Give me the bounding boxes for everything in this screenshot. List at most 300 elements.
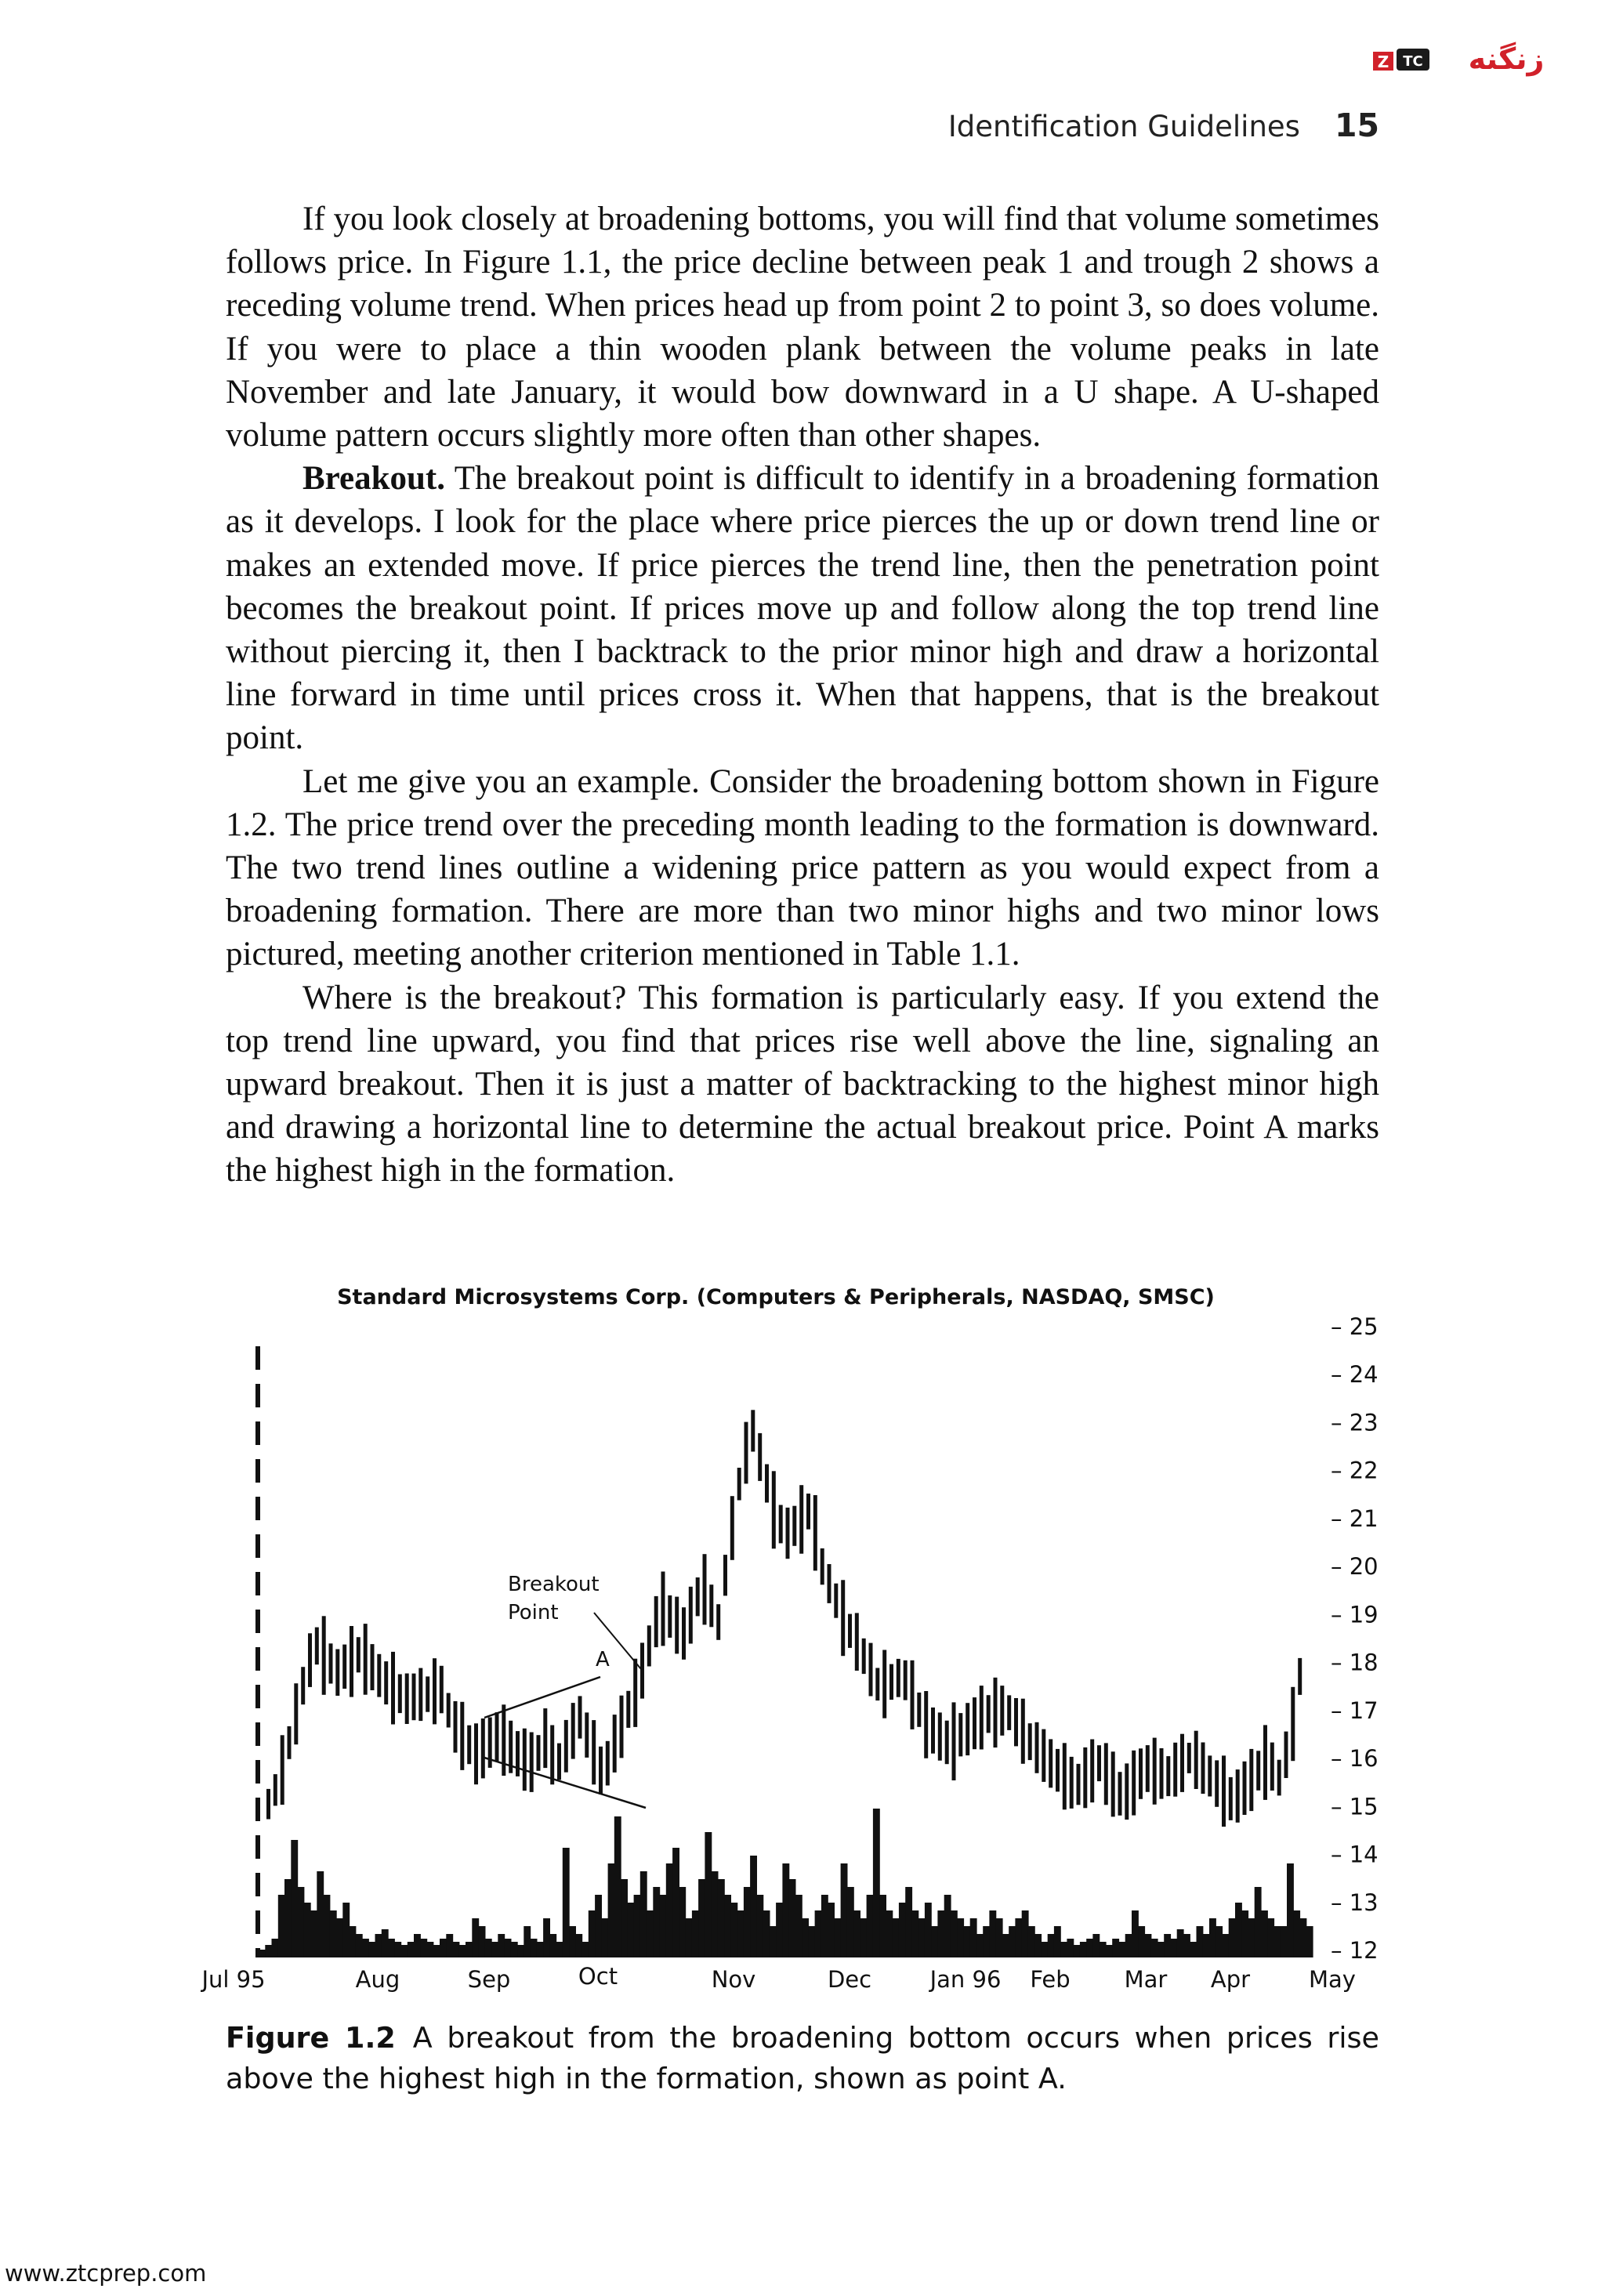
price-bar [1070,1757,1074,1809]
price-bar [1111,1751,1115,1816]
price-bar [821,1548,824,1584]
price-bar [1194,1731,1198,1789]
volume-bar [1267,1918,1274,1957]
price-bar [613,1715,617,1773]
paragraph-example: Let me give you an example. Consider the broadening bottom shown in Figure 1.2. The price trend over the preceding month leading to the formation is downward. The two trend lines outline a widening price pattern as you would expect from a broadening formation. There are more than two minor highs and two minor lows pictured, meeting another criterion mentioned in Table 1.1. [226,762,1379,973]
volume-bar [627,1903,634,1957]
x-tick-label: Feb [1030,1966,1071,1993]
price-bar [322,1616,326,1695]
price-bar [647,1625,651,1666]
price-bar [869,1643,873,1697]
price-bar [405,1674,409,1725]
price-bar [1083,1747,1087,1808]
breakout-label-line2: Point [508,1601,559,1624]
volume-bar [394,1942,401,1957]
volume-bar [427,1942,434,1957]
price-bar [1215,1760,1219,1806]
price-bar [745,1422,748,1484]
volume-bar [1300,1918,1307,1957]
price-bar [571,1703,575,1759]
volume-bar [931,1926,938,1957]
price-bar [654,1596,658,1647]
volume-bar [925,1903,932,1957]
volume-bar [420,1939,427,1957]
price-bar [779,1505,783,1544]
volume-bar [867,1895,874,1957]
price-bar [945,1721,949,1765]
x-tick-label: Nov [711,1966,756,1993]
volume-bar [1177,1929,1184,1957]
price-bar [447,1693,451,1728]
volume-bar [976,1934,984,1957]
y-tick-label: – 18 [1331,1649,1379,1676]
price-bar [1007,1695,1011,1730]
price-bar [806,1494,810,1530]
price-bar [1263,1725,1267,1800]
volume-bar [951,1910,958,1957]
volume-bar [1119,1942,1126,1957]
price-bar [1014,1698,1018,1746]
price-bar [564,1720,568,1773]
price-bar [1077,1764,1081,1805]
volume-bar [1223,1934,1230,1957]
price-bar [329,1643,333,1683]
volume-bar [782,1863,789,1957]
volume-bar [524,1926,531,1957]
price-bar [958,1713,962,1756]
volume-bar [1080,1942,1087,1957]
volume-bar [1229,1918,1236,1957]
price-bar [308,1633,312,1687]
price-bar [848,1614,852,1648]
x-tick-label: May [1309,1966,1356,1993]
volume-bar [996,1918,1003,1957]
price-bar [897,1659,900,1697]
price-bar [772,1471,776,1548]
price-bar [841,1580,845,1656]
volume-bar [737,1910,745,1957]
volume-bar [937,1910,944,1957]
volume-bar [453,1942,460,1957]
volume-bar [911,1910,918,1957]
volume-bar [653,1887,660,1957]
volume-bar [330,1910,337,1957]
volume-bar [1092,1934,1100,1957]
volume-bar [1048,1934,1055,1957]
volume-bar [815,1910,822,1957]
price-bar [626,1691,630,1728]
volume-bar [1112,1939,1119,1957]
volume-bar [873,1809,880,1957]
paragraph-where-breakout: Where is the breakout? This formation is particularly easy. If you extend the top trend line upward, you find that prices rise well above the line, signaling an upward breakout. Then it is just a matter of backtracking to the highest minor high and drawing a horizontal line to determine the actual breakout price. Point A marks the highest high in the formation. [226,979,1379,1190]
price-bar [862,1639,866,1674]
point-a-label: A [596,1648,610,1671]
volume-bar [795,1895,802,1957]
volume-bar [1235,1903,1242,1957]
price-bar [578,1696,582,1738]
volume-bar [272,1939,279,1957]
price-bar [889,1664,893,1700]
volume-bar [1287,1863,1294,1957]
volume-bar [1067,1939,1074,1957]
volume-bar [963,1926,970,1957]
price-bar [620,1696,624,1758]
price-bar [433,1658,437,1724]
volume-bar [666,1863,673,1957]
volume-bar [1171,1939,1178,1957]
price-bar [1298,1658,1302,1695]
volume-bar [479,1926,486,1957]
volume-bar [899,1903,906,1957]
price-bar [1166,1756,1170,1796]
paragraph-breakout [226,457,1379,759]
volume-bar [1293,1910,1300,1957]
y-tick-label: – 13 [1331,1889,1379,1916]
volume-bar [563,1848,570,1957]
volume-bar [750,1856,757,1957]
volume-bar [388,1939,395,1957]
volume-bar [1125,1934,1132,1957]
volume-bar [718,1879,725,1957]
volume-bar [362,1939,369,1957]
price-bar [730,1496,734,1560]
price-bar [682,1607,686,1660]
volume-bar [944,1895,951,1957]
volume-bar [265,1945,272,1957]
volume-bar [776,1903,783,1957]
price-bar [1104,1743,1108,1805]
caption-text: A breakout from the broadening bottom occurs when prices rise above the highest high in the formation, shown as point A. [226,2021,1379,2095]
price-bar [875,1668,879,1701]
price-bar [1208,1755,1212,1796]
volume-bar [1183,1934,1190,1957]
volume-bar [1002,1934,1009,1957]
breakout-label: Breakout [508,1573,600,1596]
price-bar [758,1433,762,1481]
price-bar [557,1744,561,1780]
volume-bar [440,1939,447,1957]
y-tick-label: – 12 [1331,1937,1379,1964]
volume-bar [459,1945,466,1957]
price-bar [1056,1749,1060,1792]
y-tick-label: – 19 [1331,1601,1379,1628]
price-bar [1132,1751,1136,1816]
paragraph-volume: If you look closely at broadening bottoms, you will find that volume sometimes follows price. In Figure 1.1, the price decline between peak 1 and trough 2 shows a receding volume trend. When prices head up from point 2 to point 3, so does volume. If you were to place a thin wooden plank between the volume peaks in late November and late January, it would bow downward in a U shape. A U-shaped volume pattern occurs slightly more often than other shapes. [226,201,1379,454]
volume-bar [905,1887,912,1957]
volume-bar [1151,1939,1158,1957]
volume-bar [531,1939,538,1957]
price-bar [335,1650,339,1697]
price-bar [294,1683,298,1744]
volume-bar [724,1895,731,1957]
price-bar [516,1731,520,1776]
price-bar [1118,1772,1122,1816]
price-bar [668,1595,672,1638]
volume-bar [342,1903,350,1957]
volume-bar [834,1918,841,1957]
price-bar [530,1733,534,1792]
price-bar [911,1660,915,1729]
price-bar [952,1702,956,1780]
price-bar [1063,1743,1067,1809]
volume-bar [679,1887,686,1957]
price-bar [751,1410,755,1451]
y-tick-label: – 24 [1331,1361,1379,1389]
price-bar [938,1712,942,1760]
page-number: 15 [1334,107,1379,144]
volume-bar [466,1942,473,1957]
price-bar [973,1697,976,1749]
volume-bar [1158,1942,1165,1957]
volume-bar [847,1887,854,1957]
volume-bar [1060,1942,1067,1957]
price-bar [855,1613,859,1671]
price-bar [917,1693,921,1727]
price-bar [266,1789,270,1820]
volume-bar [886,1910,893,1957]
price-bar [288,1726,292,1759]
logo-z-letter: Z [1377,53,1389,71]
caption-label: Figure 1.2 [226,2021,396,2055]
volume-bar [595,1895,602,1957]
price-bar [481,1718,485,1778]
y-tick-label: – 22 [1331,1457,1379,1484]
price-bar [980,1686,984,1749]
price-bar [966,1703,969,1755]
price-bar [1277,1760,1281,1796]
price-bar [1173,1743,1177,1797]
price-bar [994,1678,998,1747]
price-bar [1229,1777,1233,1820]
price-bar [696,1577,700,1616]
volume-bar [983,1926,990,1957]
figure-caption [226,2018,1379,2099]
volume-bar [375,1934,382,1957]
volume-bar [1274,1926,1281,1957]
volume-bar [368,1942,375,1957]
volume-bar [640,1871,647,1957]
price-bar [904,1660,908,1700]
volume-bar [744,1887,751,1957]
volume-bar [1306,1926,1313,1957]
price-bar [315,1628,319,1665]
volume-bar [1074,1945,1081,1957]
volume-bar [893,1918,900,1957]
volume-bar [414,1934,421,1957]
volume-bar [802,1918,809,1957]
volume-bar [808,1926,815,1957]
price-bar [1187,1743,1191,1773]
price-bar [377,1654,381,1697]
volume-bar [1248,1918,1255,1957]
price-bar [716,1604,720,1640]
price-bar [426,1676,429,1711]
logo-tc-letters: TC [1403,53,1423,70]
price-bar [703,1554,707,1624]
price-bar [633,1659,637,1727]
price-bar [1139,1748,1143,1799]
volume-bar [756,1895,763,1957]
price-bar [792,1506,796,1546]
price-bar [1042,1729,1045,1782]
x-tick-label: Aug [355,1966,400,1993]
logo-wordmark: زنگنه [1468,42,1545,76]
volume-bar [730,1903,737,1957]
price-bar [882,1650,886,1718]
volume-bar [549,1934,556,1957]
volume-bar [821,1895,828,1957]
volume-bar [511,1942,518,1957]
volume-bar [957,1918,964,1957]
volume-bar [1100,1942,1107,1957]
volume-bar [556,1942,563,1957]
volume-bar [692,1910,699,1957]
volume-bar [310,1910,317,1957]
volume-bar [879,1895,886,1957]
price-bar [1236,1769,1240,1823]
volume-bar [1190,1942,1197,1957]
volume-bar [1106,1945,1113,1957]
volume-bar [1034,1934,1042,1957]
volume-bar [1138,1926,1145,1957]
price-bar [813,1495,817,1570]
price-bar [592,1720,596,1784]
price-bar [834,1584,838,1618]
volume-bar [401,1945,408,1957]
volume-bar [770,1926,777,1957]
y-tick-label: – 14 [1331,1841,1379,1868]
price-bar [391,1652,395,1725]
volume-bar [1197,1926,1204,1957]
volume-bar [828,1903,835,1957]
volume-bar [569,1926,576,1957]
volume-bar [1203,1934,1210,1957]
volume-bar [1009,1926,1016,1957]
price-bar [418,1668,422,1722]
price-bar [1097,1745,1101,1781]
volume-bar [1028,1926,1035,1957]
volume-bar [970,1918,977,1957]
volume-bar [324,1895,331,1957]
volume-bar [382,1929,389,1957]
volume-bar [491,1942,498,1957]
volume-bar [989,1910,996,1957]
volume-bar [1022,1910,1029,1957]
volume-bar [317,1871,324,1957]
price-bar [987,1695,991,1733]
volume-bar [601,1918,608,1957]
volume-bar [485,1939,492,1957]
price-bar [765,1465,769,1503]
price-bar [1256,1751,1260,1791]
volume-bar [472,1918,479,1957]
price-bar [523,1729,527,1791]
price-bar [737,1468,741,1501]
volume-bar [621,1879,628,1957]
volume-bar [1209,1918,1216,1957]
price-bar [342,1645,346,1689]
volume-bar [918,1918,926,1957]
price-bar [828,1564,831,1603]
price-bar [350,1626,353,1697]
price-bar [274,1774,277,1805]
volume-bar [575,1934,582,1957]
volume-bar [705,1832,712,1957]
price-bar [1291,1687,1295,1761]
price-bar [1000,1686,1004,1736]
price-bar [1222,1755,1226,1827]
volume-bar [1261,1910,1268,1957]
price-bar [1049,1739,1052,1787]
price-bar [786,1508,790,1559]
price-volume-chart [196,1277,1418,1998]
price-bar [1146,1745,1150,1792]
price-bar [474,1723,478,1784]
price-bar [1243,1762,1247,1815]
x-tick-label: Oct [578,1963,618,1990]
price-bar [924,1691,928,1758]
price-bar [640,1642,644,1698]
price-bar [357,1637,360,1672]
price-bar [460,1702,464,1770]
x-tick-label: Jan 96 [929,1966,1002,1993]
y-tick-label: – 25 [1331,1313,1379,1340]
volume-bar [1145,1934,1152,1957]
volume-bar [589,1910,596,1957]
price-bar [689,1587,693,1644]
volume-bar [1041,1942,1048,1957]
price-bar [1270,1743,1274,1791]
figure-chart [196,1277,1418,1998]
volume-bar [537,1942,544,1957]
running-head: Identification Guidelines [947,110,1300,143]
x-tick-label: Mar [1124,1966,1168,1993]
volume-bar [336,1918,343,1957]
paragraph-breakout-text: The breakout point is difficult to identify in a broadening formation as it develops. I look for the place where price pierces the up or down trend line or makes an extended move. If price pierces the trend line, then the penetration point becomes the breakout point. If prices move up and follow along the top trend line without piercing it, then I backtrack to the prior minor high and draw a horizontal line forward in time until prices cross it. When that happens, that is the breakout point. [226,460,1379,757]
y-tick-label: – 23 [1331,1409,1379,1436]
volume-bar [517,1945,524,1957]
footer-url: www.ztcprep.com [5,2260,207,2287]
body-text [226,197,1379,1193]
price-bar [467,1726,471,1765]
volume-bar [614,1816,621,1957]
volume-bar [278,1895,285,1957]
upper-trend-line [484,1677,600,1718]
y-tick-label: – 21 [1331,1505,1379,1532]
x-tick-label: Dec [827,1966,872,1993]
price-bar [440,1666,444,1714]
y-tick-label: – 20 [1331,1553,1379,1581]
y-tick-label: – 16 [1331,1745,1379,1773]
volume-bar [1132,1910,1139,1957]
y-tick-label: – 17 [1331,1697,1379,1724]
price-bar [606,1741,610,1786]
price-bar [371,1644,375,1690]
volume-bar [1216,1926,1223,1957]
price-bar [1249,1749,1253,1811]
price-bar [1090,1740,1094,1803]
volume-bar [1054,1926,1061,1957]
volume-bar [408,1942,415,1957]
volume-bar [446,1934,453,1957]
volume-bar [433,1945,440,1957]
price-bar [412,1674,416,1721]
volume-bar [298,1887,305,1957]
volume-bar [1281,1926,1288,1957]
volume-bar [304,1903,311,1957]
price-bar [384,1661,388,1704]
price-bar [675,1597,679,1654]
